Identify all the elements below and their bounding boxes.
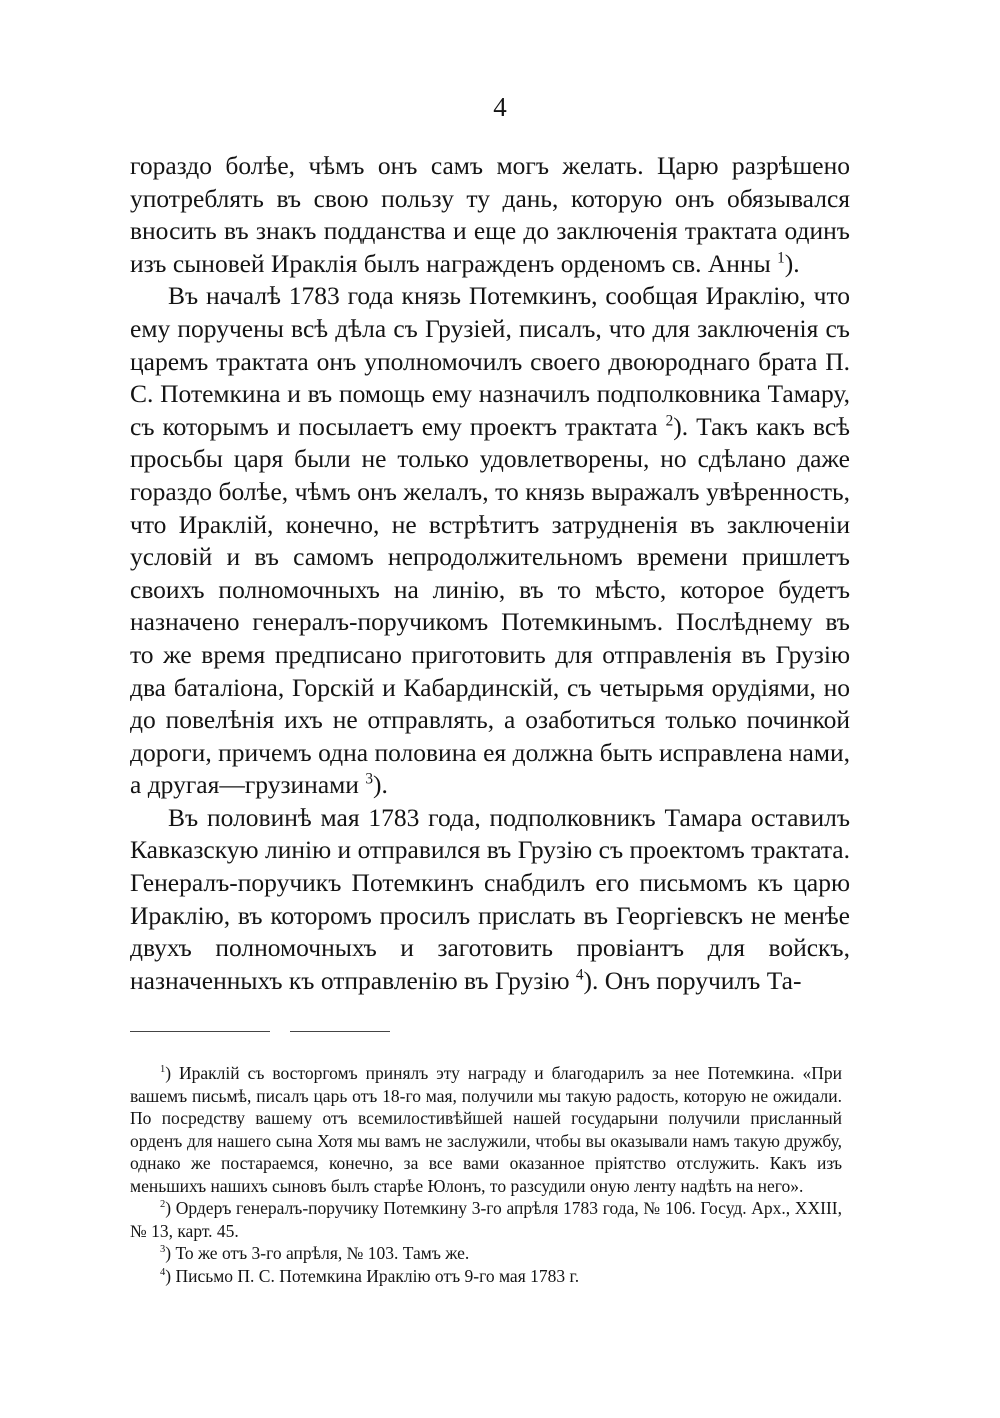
paragraph-text: Въ половинѣ мая 1783 года, подполковникъ Тамара оставилъ Кавказскую линію и отправился въ Грузію съ проектомъ трактата. Генералъ-поручикъ Потемкинъ снабдилъ его письмомъ къ царю Ираклію, въ которомъ просилъ прислать въ Георгіевскъ не менѣе двухъ полномочныхъ и заготовить провіантъ для войскъ, назначенныхъ къ отправленію въ Грузію bbox=[130, 802, 850, 995]
footnote-marker: 2 bbox=[160, 1199, 166, 1211]
footnote-marker: 1 bbox=[160, 1064, 166, 1076]
footnote-divider bbox=[290, 1031, 390, 1032]
footnote bbox=[130, 1197, 842, 1242]
paragraph bbox=[130, 802, 850, 998]
footnote bbox=[130, 1062, 842, 1197]
paragraph-text: ). Такъ какъ всѣ просьбы царя были не только удовлетворены, но сдѣлано даже гораздо болѣе, чѣмъ онъ желалъ, то князь выражалъ увѣренность, что Ираклій, конечно, не встрѣтитъ затрудненія въ заключеніи условій и въ самомъ непродолжительномъ времени пришлетъ своихъ полномочныхъ на линію, въ то мѣсто, которое будетъ назначено генералъ-поручикомъ Потемкинымъ. Послѣднему въ то же время предписано приготовить для отправленія въ Грузію два баталіона, Горскій и Кабардинскій, съ четырьмя орудіями, но до повелѣнія ихъ не отправлять, а озаботиться только починкой дороги, причемъ одна половина ея должна быть исправлена нами, а другая—грузинами bbox=[130, 411, 850, 800]
paragraph-text: ). Онъ поручилъ Та- bbox=[583, 965, 802, 995]
footnote-text: ) Письмо П. С. Потемкина Ираклію отъ 9-го мая 1783 г. bbox=[165, 1265, 580, 1286]
footnote-text: ) Ираклій съ восторгомъ принялъ эту награду и благодарилъ за нее Потемкина. «При вашемъ письмѣ, писалъ царь отъ 18-го мая, получили мы такую радость, которую не ожидали. По посредству вашему отъ всемилостивѣйшей нашей государыни получили присланный орденъ для нашего сына Хотя мы вамъ не заслужили, чтобы вы оказывали намъ такую дружбу, однако же постараемся, конечно, за все вами оказанное пріятство отслужить. Какъ изъ меньшихъ нашихъ сыновъ былъ старѣе Юлонъ, то разсудили оную ленту надѣть на него». bbox=[130, 1063, 842, 1196]
footnote-ref[interactable]: 3 bbox=[365, 770, 373, 788]
paragraph-text: Въ началѣ 1783 года князь Потемкинъ, сообщая Ираклію, что ему поручены всѣ дѣла съ Грузіей, писалъ, что для заключенія съ царемъ трактата онъ уполномочилъ своего двоюроднаго брата П. С. Потемкина и въ помощь ему назначилъ подполковника Тамару, съ которымъ и посылаетъ ему проектъ трактата bbox=[130, 281, 850, 441]
paragraph bbox=[130, 280, 850, 802]
body-text bbox=[130, 150, 850, 997]
footnote-text: ) Ордеръ генералъ-поручику Потемкину 3-го апрѣля 1783 года, № 106. Госуд. Арх., XXIII, № 13, карт. 45. bbox=[130, 1198, 842, 1241]
paragraph-text: гораздо болѣе, чѣмъ онъ самъ могъ желать. Царю разрѣшено употреблять въ свою пользу ту дань, которую онъ обязывался вносить въ знакъ подданства и еще до заключенія трактата одинъ изъ сыновей Ираклія былъ награжденъ орденомъ св. Анны bbox=[130, 151, 850, 278]
footnote-ref[interactable]: 2 bbox=[665, 412, 674, 430]
page-number: 4 bbox=[493, 92, 507, 122]
paragraph-text: ). bbox=[372, 770, 388, 800]
footnote bbox=[130, 1265, 842, 1288]
footnote bbox=[130, 1242, 842, 1265]
footnote-marker: 4 bbox=[160, 1266, 166, 1278]
footnote-text: ) То же отъ 3-го апрѣля, № 103. Тамъ же. bbox=[165, 1243, 470, 1263]
footnote-ref[interactable]: 4 bbox=[575, 966, 584, 984]
paragraph-text: ). bbox=[784, 248, 800, 278]
footnote-marker: 3 bbox=[160, 1244, 166, 1256]
footnote-ref[interactable]: 1 bbox=[777, 249, 785, 267]
paragraph bbox=[130, 150, 850, 280]
footnote-divider bbox=[130, 1031, 270, 1032]
footnotes bbox=[130, 1062, 842, 1287]
